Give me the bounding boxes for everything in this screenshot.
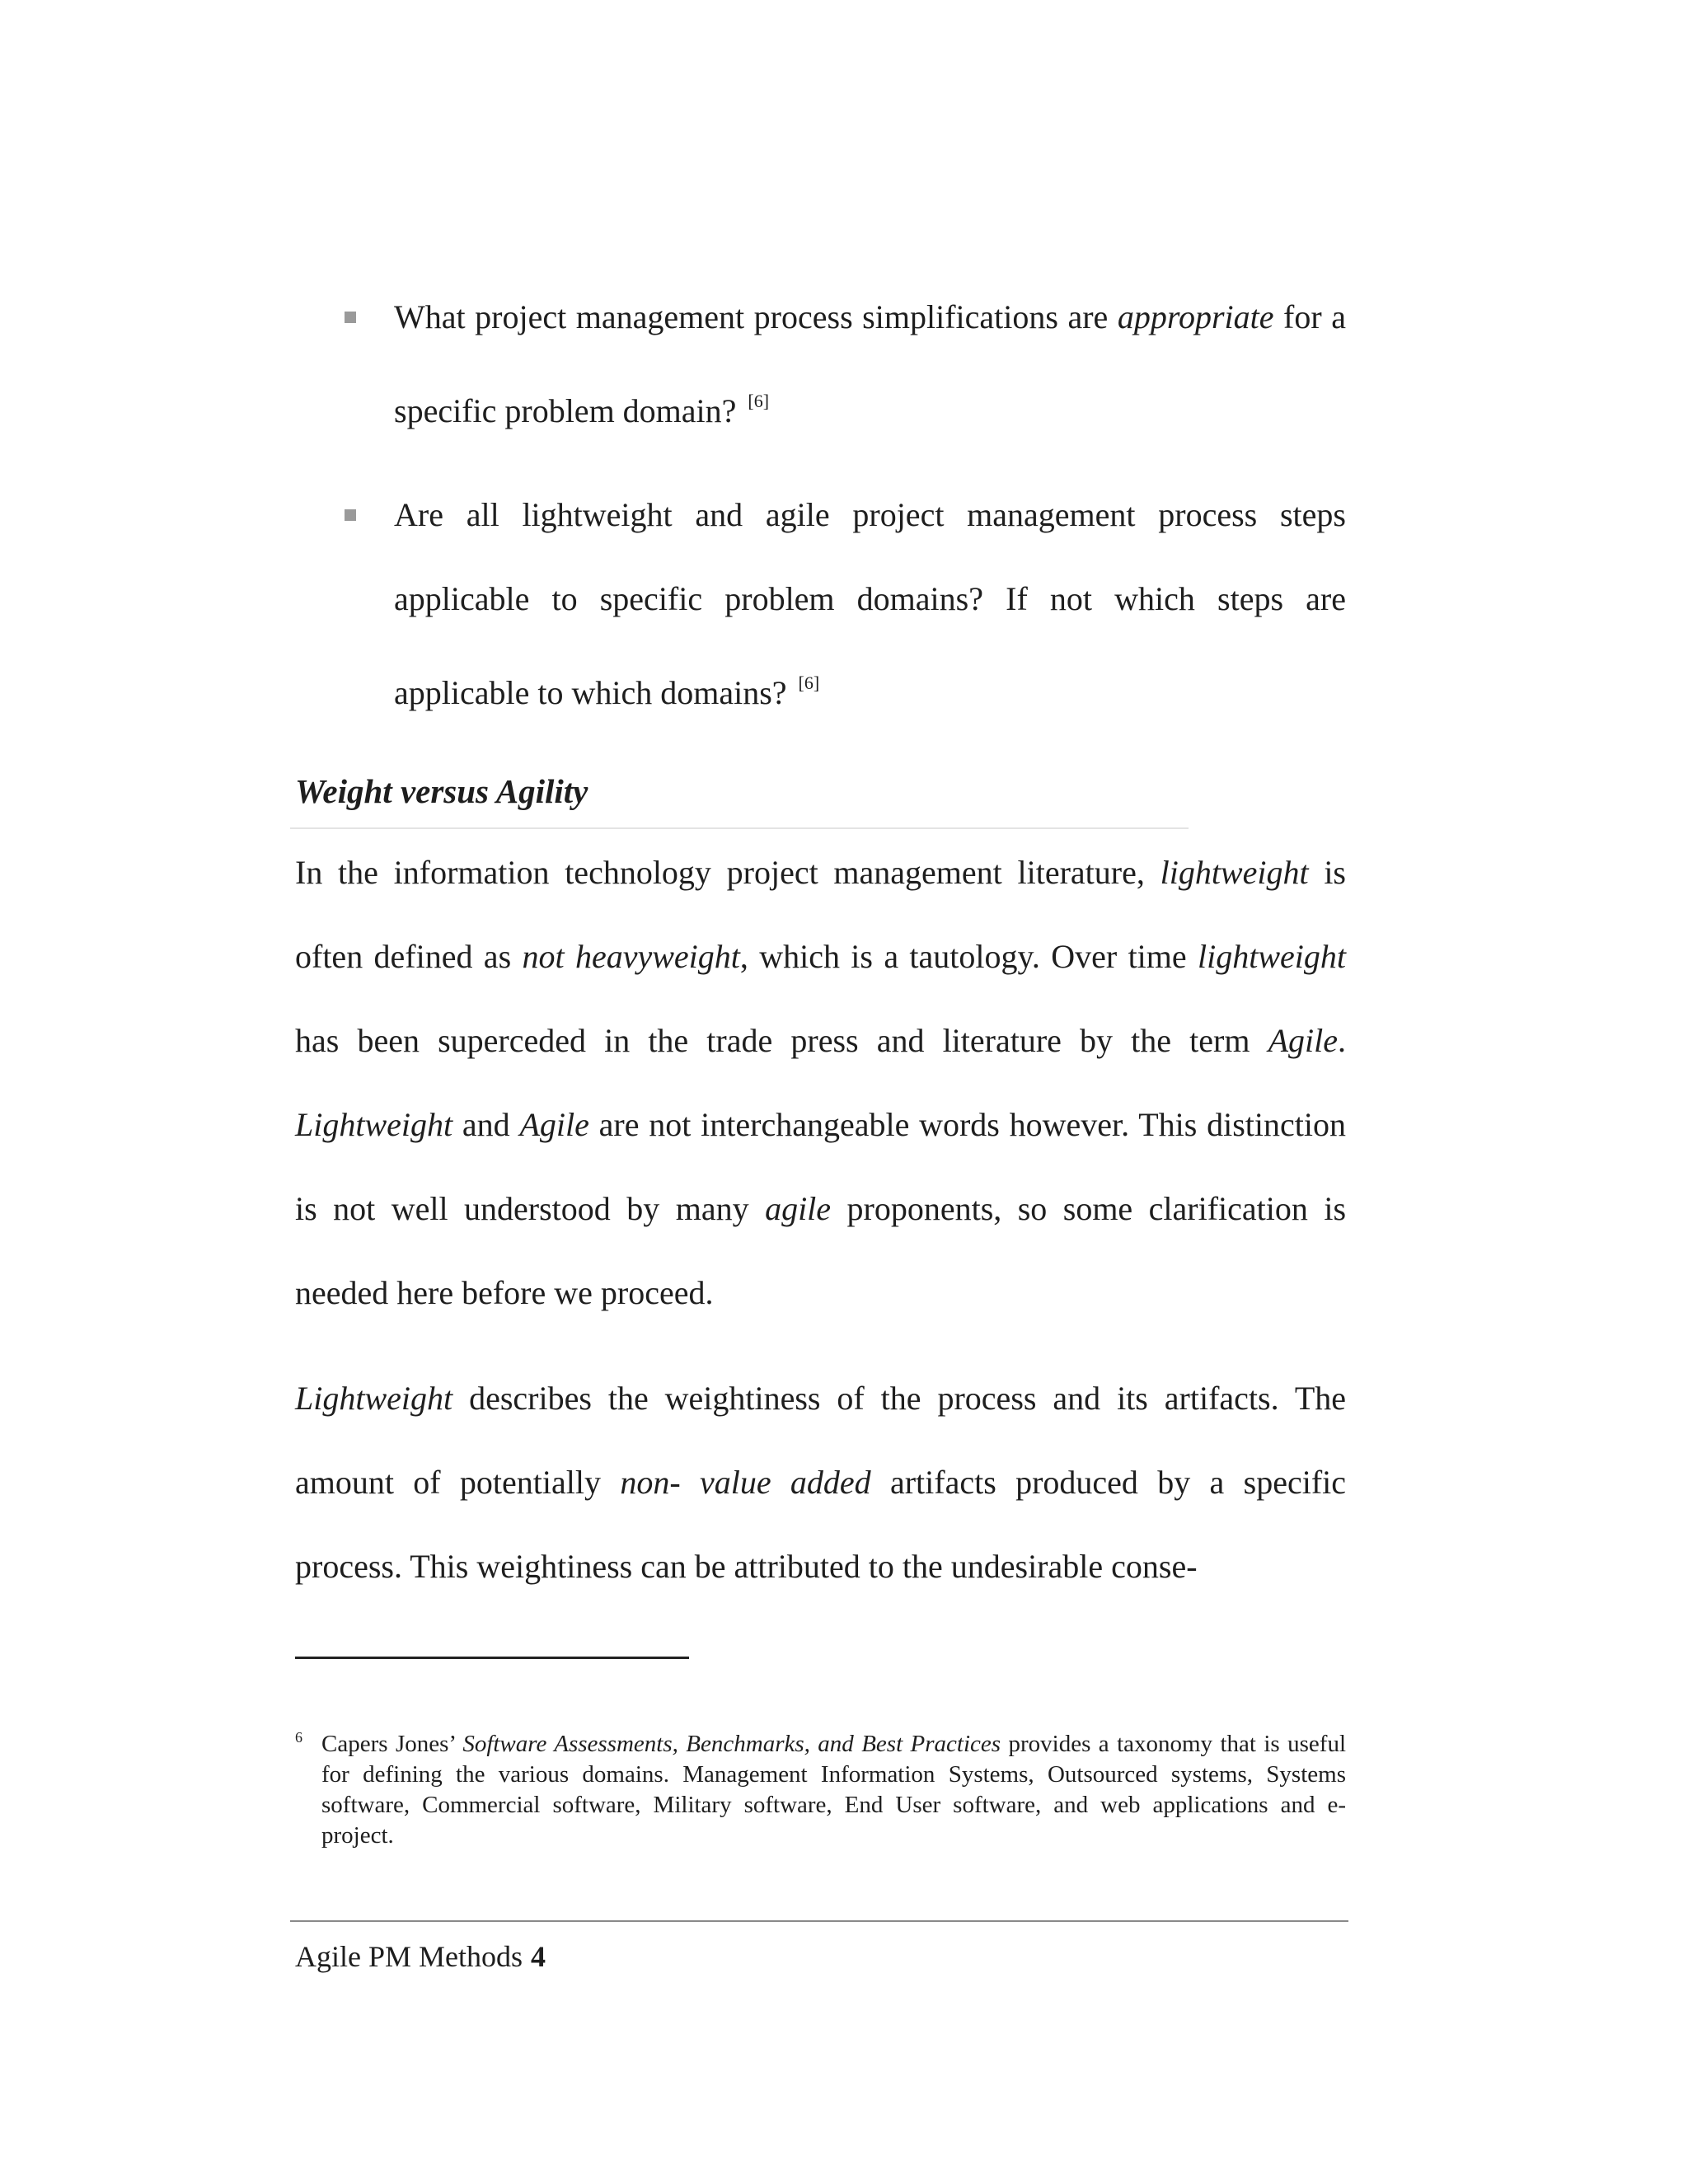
bullet-emphasis: appropriate <box>1117 298 1274 335</box>
text-run: , which is a tautology. Over time <box>739 938 1198 975</box>
text-run: Capers Jones’ <box>321 1731 463 1757</box>
footer-divider <box>290 1920 1348 1922</box>
text-run: . <box>1338 1022 1346 1059</box>
emphasis: agile <box>765 1190 832 1227</box>
page-footer <box>295 1937 546 1976</box>
list-item <box>295 275 1346 453</box>
bullet-list <box>295 275 1346 755</box>
emphasis: Software Assessments, Benchmarks, and Best Practices <box>462 1731 1001 1757</box>
text-run: In the information technology project management literature, <box>295 854 1160 891</box>
emphasis: lightweight <box>1198 938 1346 975</box>
citation-ref: [6] <box>748 391 770 411</box>
emphasis: non- value added <box>620 1464 871 1501</box>
page-number: 4 <box>531 1940 546 1973</box>
text-run: describes the weightiness of the process and its artifacts. The amount of potentially <box>295 1380 1346 1501</box>
square-bullet-icon <box>345 312 356 323</box>
emphasis: not heavyweight <box>522 938 740 975</box>
paragraph <box>295 1357 1346 1609</box>
emphasis: Lightweight <box>295 1380 453 1417</box>
footnote-divider <box>295 1657 689 1659</box>
bullet-text: Are all lightweight and agile project management process steps applicable to specific problem domains? If not which steps are applicable to which domains? <box>394 496 1346 711</box>
footnote-marker: 6 <box>295 1729 302 1746</box>
heading-divider <box>290 827 1189 829</box>
text-run: has been superceded in the trade press and literature by the term <box>295 1022 1268 1059</box>
emphasis: Lightweight <box>295 1106 453 1143</box>
footer-title: Agile PM Methods <box>295 1940 523 1973</box>
paragraph <box>295 831 1346 1335</box>
footnote <box>295 1729 1346 1851</box>
text-run: provides a taxonomy that is useful for defining the various domains. Management Information Systems, Outsourced systems, Systems software, Commercial software, Military software, End User software, and web applications and e- project. <box>321 1731 1346 1849</box>
text-run: are not interchangeable words however. This distinction is not well understood by many <box>295 1106 1346 1227</box>
emphasis: Agile <box>519 1106 589 1143</box>
bullet-text: What project management process simplifications are <box>394 298 1118 335</box>
list-item <box>295 473 1346 735</box>
text-run: is often defined as <box>295 854 1346 975</box>
section-heading: Weight versus Agility <box>295 772 588 810</box>
bullet-text-end: for a specific problem domain? <box>394 298 1346 429</box>
emphasis: lightweight <box>1160 854 1309 891</box>
text-run: artifacts produced by a specific process. This weightiness can be attributed to the undesirable conse- <box>295 1464 1347 1585</box>
square-bullet-icon <box>345 509 356 521</box>
text-run: and <box>452 1106 520 1143</box>
emphasis: Agile <box>1268 1022 1338 1059</box>
citation-ref: [6] <box>798 673 820 693</box>
text-run: proponents, so some clarification is needed here before we proceed. <box>295 1190 1347 1311</box>
